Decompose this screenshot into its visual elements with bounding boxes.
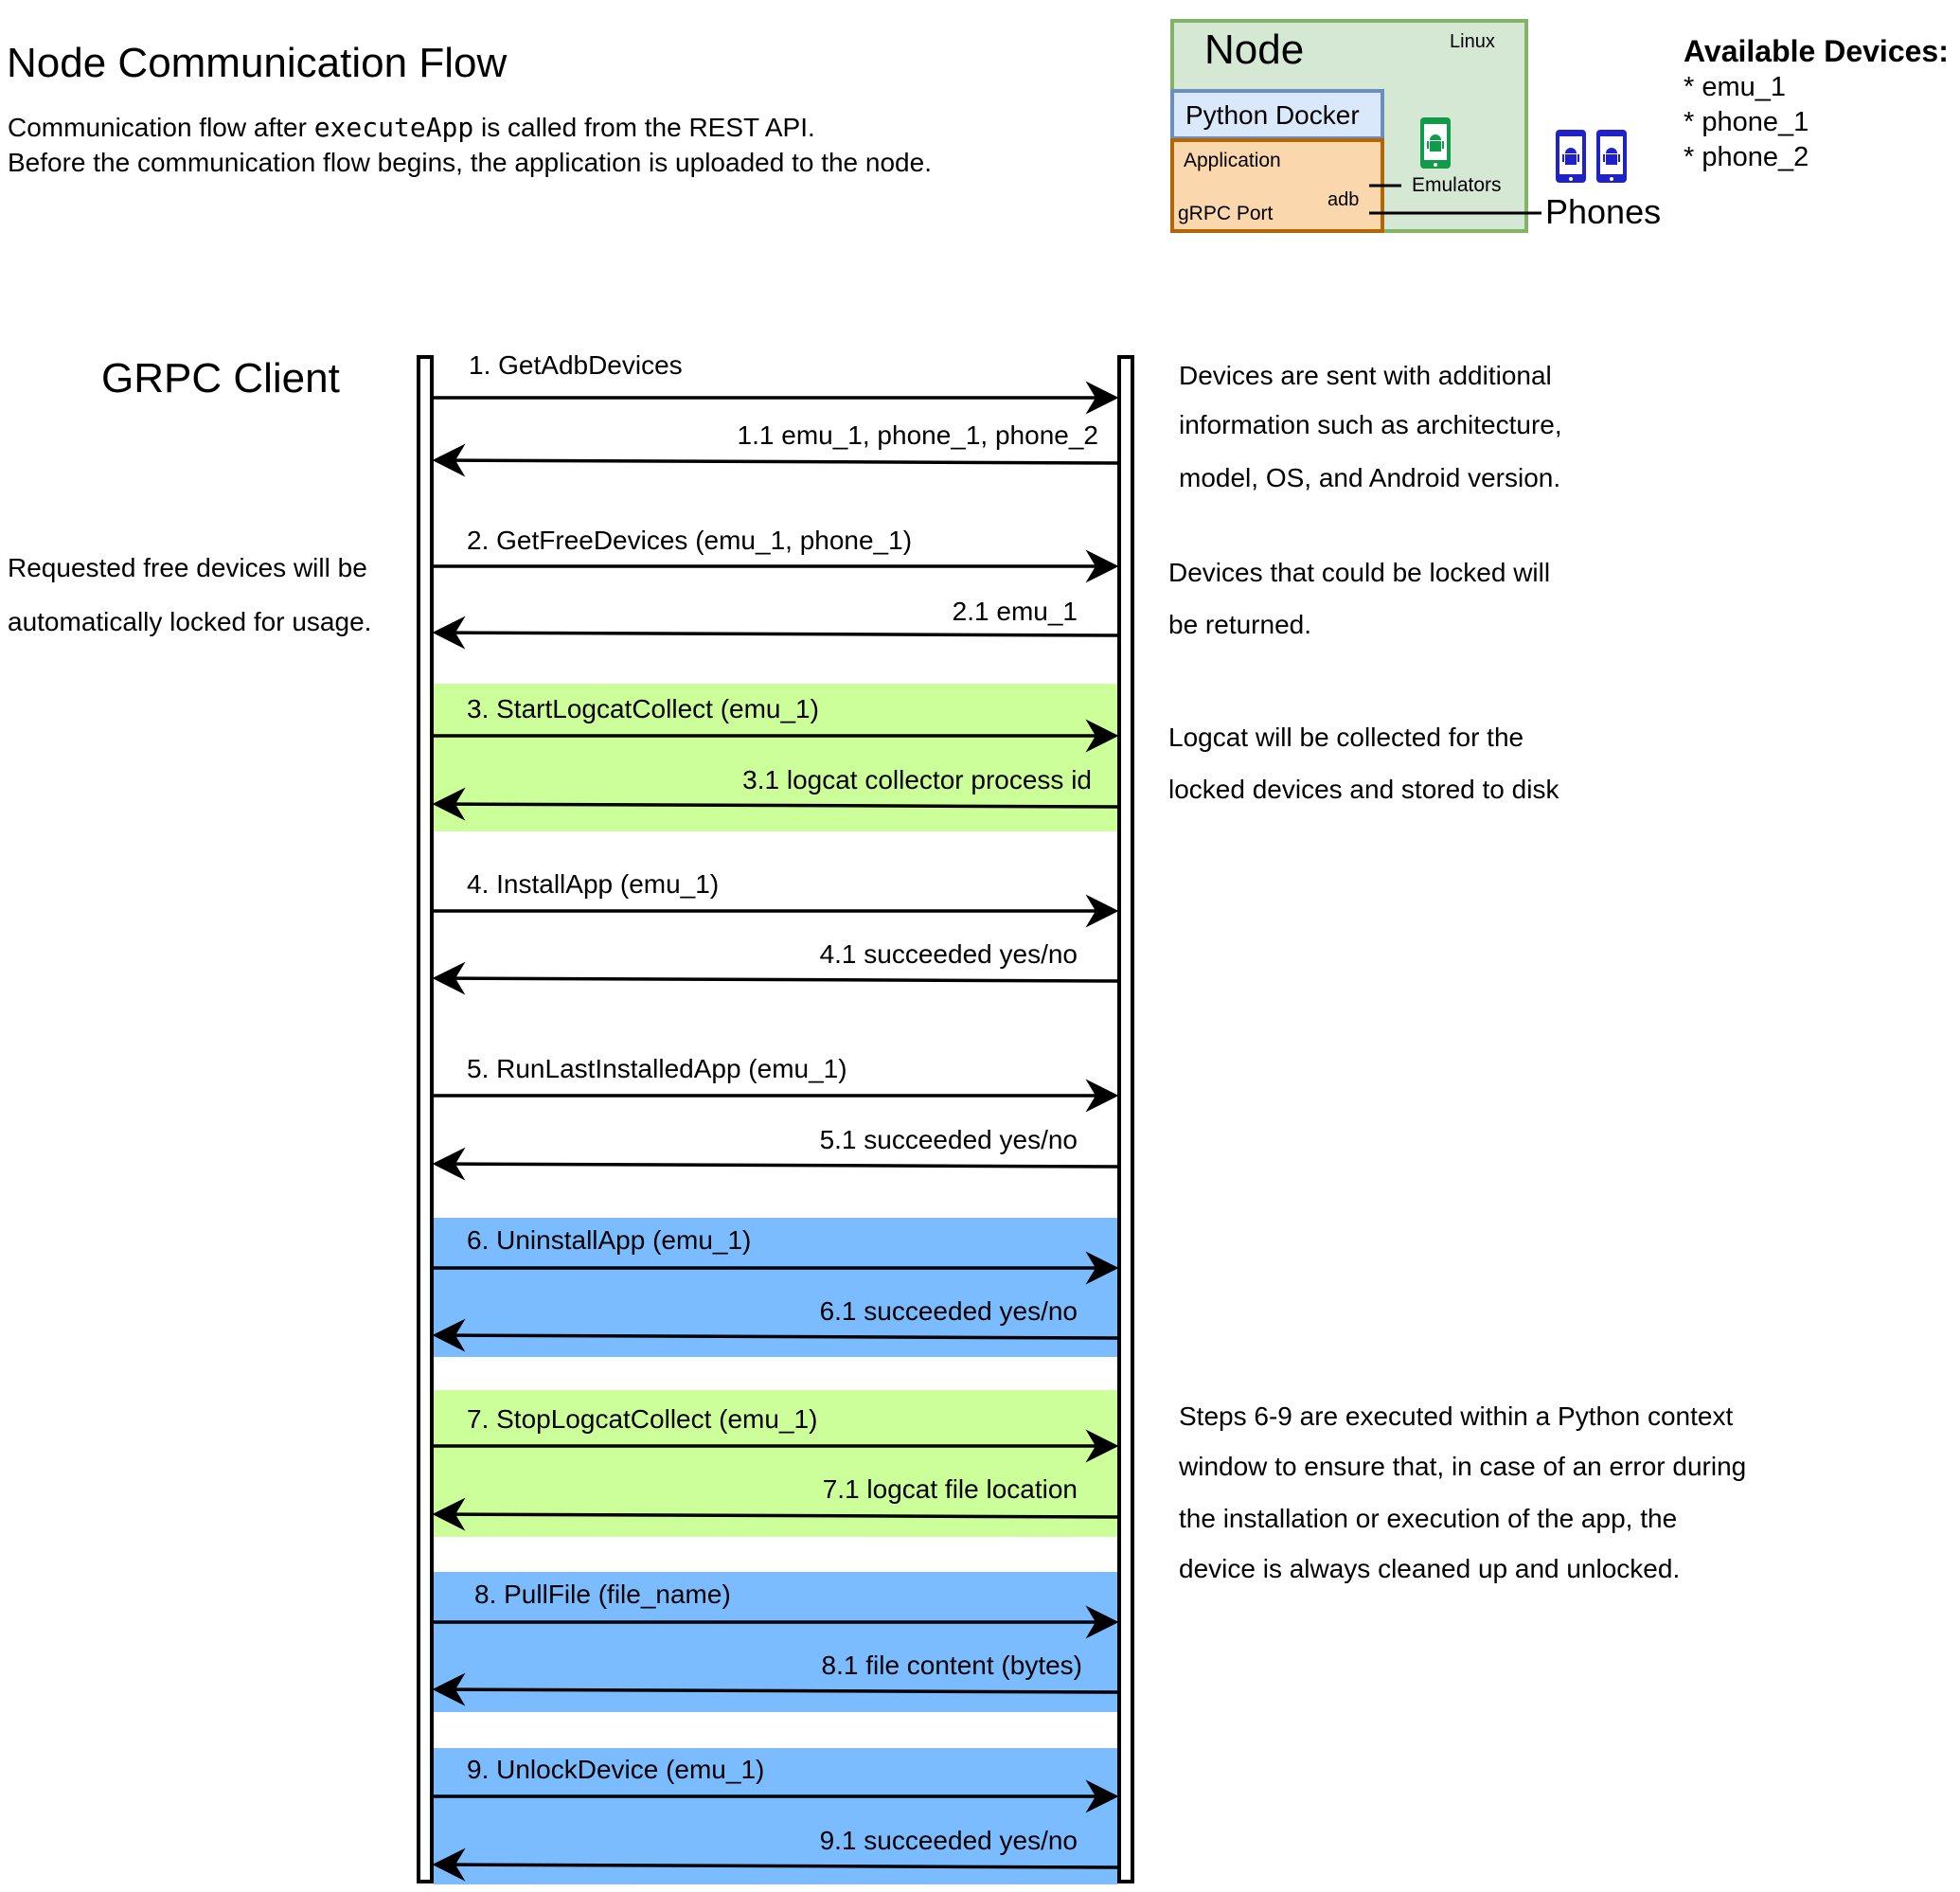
- node-title: Node: [1204, 27, 1305, 73]
- response-arrow: [436, 1164, 1117, 1167]
- response-label: 2.1 emu_1: [952, 597, 1078, 626]
- available-device-item: * emu_1: [1684, 72, 1787, 102]
- note-left-line: Requested free devices will be: [8, 553, 367, 582]
- note-devices-line: model, OS, and Android version.: [1179, 463, 1561, 492]
- response-label: 8.1 file content (bytes): [821, 1651, 1082, 1680]
- response-label: 5.1 succeeded yes/no: [819, 1125, 1078, 1154]
- note-logcat-line: locked devices and stored to disk: [1168, 775, 1559, 804]
- note-locked-line: be returned.: [1168, 610, 1311, 639]
- response-arrow: [436, 633, 1117, 635]
- available-device-item: * phone_2: [1684, 142, 1809, 172]
- note-steps-line: Steps 6-9 are executed within a Python context: [1179, 1401, 1734, 1431]
- response-label: 3.1 logcat collector process id: [742, 765, 1092, 794]
- note-steps-line: the installation or execution of the app, the: [1179, 1504, 1678, 1533]
- request-label: 6. UninstallApp (emu_1): [467, 1225, 752, 1255]
- request-label: 8. PullFile (file_name): [474, 1580, 731, 1609]
- response-arrow: [436, 460, 1117, 463]
- phone-icon: [1596, 130, 1627, 183]
- step-bands: [434, 684, 1117, 1884]
- note-devices-line: Devices are sent with additional: [1179, 361, 1552, 390]
- response-label: 6.1 succeeded yes/no: [819, 1296, 1078, 1326]
- available-device-item: * phone_1: [1684, 107, 1809, 137]
- description-prefix: Communication flow after: [8, 113, 314, 142]
- application-label: Application: [1184, 150, 1281, 171]
- emulator-icon: [1420, 117, 1451, 169]
- description-line-2: Before the communication flow begins, the application is uploaded to the node.: [8, 148, 932, 177]
- emulators-label: Emulators: [1412, 174, 1502, 196]
- client-lifeline: [419, 357, 432, 1882]
- description-code: executeApp: [313, 112, 474, 143]
- node-lifeline: [1119, 357, 1132, 1882]
- request-label: 7. StopLogcatCollect (emu_1): [467, 1404, 818, 1434]
- request-label: 5. RunLastInstalledApp (emu_1): [467, 1054, 847, 1083]
- node-os-label: Linux: [1450, 31, 1495, 52]
- adb-label: adb: [1327, 189, 1360, 210]
- python-docker-label: Python Docker: [1185, 100, 1360, 130]
- request-label: 1. GetAdbDevices: [469, 350, 683, 380]
- response-label: 7.1 logcat file location: [822, 1474, 1078, 1504]
- available-devices-title: Available Devices:: [1684, 34, 1949, 68]
- note-devices-line: information such as architecture,: [1179, 410, 1562, 439]
- description-suffix: is called from the REST API.: [473, 113, 815, 142]
- phones-label: Phones: [1545, 192, 1662, 231]
- page-title: Node Communication Flow: [7, 40, 508, 86]
- response-arrow: [436, 978, 1117, 981]
- note-locked-line: Devices that could be locked will: [1168, 558, 1551, 587]
- note-steps-line: window to ensure that, in case of an error during: [1179, 1452, 1747, 1481]
- phone-icon: [1556, 130, 1586, 183]
- note-steps-line: device is always cleaned up and unlocked.: [1179, 1554, 1681, 1583]
- note-logcat-line: Logcat will be collected for the: [1168, 723, 1524, 752]
- request-label: 4. InstallApp (emu_1): [467, 869, 720, 899]
- request-label: 9. UnlockDevice (emu_1): [467, 1755, 765, 1784]
- grpc-client-title: GRPC Client: [101, 355, 340, 402]
- response-label: 4.1 succeeded yes/no: [819, 939, 1078, 969]
- grpc-port-label: gRPC Port: [1178, 203, 1274, 224]
- request-label: 3. StartLogcatCollect (emu_1): [467, 694, 819, 723]
- response-label: 1.1 emu_1, phone_1, phone_2: [737, 420, 1098, 450]
- note-left-line: automatically locked for usage.: [8, 607, 372, 636]
- request-label: 2. GetFreeDevices (emu_1, phone_1): [467, 526, 913, 555]
- response-label: 9.1 succeeded yes/no: [819, 1826, 1078, 1855]
